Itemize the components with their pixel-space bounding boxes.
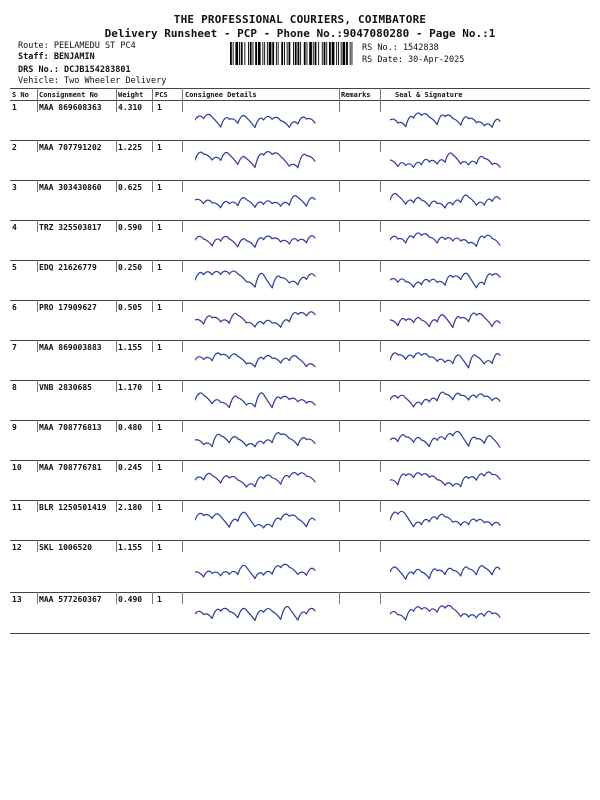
staff-label: Staff: BENJAMIN bbox=[18, 52, 95, 62]
row-weight: 1.155 bbox=[118, 543, 143, 552]
row-sno: 13 bbox=[12, 595, 22, 604]
consignee-handwriting bbox=[195, 308, 335, 338]
col-header-consignee: Consignee Details bbox=[185, 91, 257, 99]
row-consignment-no: TRZ 325503817 bbox=[39, 223, 102, 232]
drs-number: DRS No.: DCJB154283801 bbox=[18, 65, 131, 75]
row-pcs: 1 bbox=[157, 423, 162, 432]
row-consignment-no: BLR 1250501419 bbox=[39, 503, 107, 512]
rs-date: RS Date: 30-Apr-2025 bbox=[362, 55, 465, 65]
row-consignment-no: VNB 2830685 bbox=[39, 383, 92, 392]
vehicle-label: Vehicle: Two Wheeler Delivery bbox=[18, 76, 167, 86]
row-pcs: 1 bbox=[157, 303, 162, 312]
route-label: Route: PEELAMEDU ST PC4 bbox=[18, 41, 136, 51]
col-header-pcs: PCS bbox=[155, 91, 168, 99]
row-pcs: 1 bbox=[157, 263, 162, 272]
row-pcs: 1 bbox=[157, 343, 162, 352]
row-weight: 0.480 bbox=[118, 423, 143, 432]
row-consignment-no: MAA 577260367 bbox=[39, 595, 102, 604]
row-pcs: 1 bbox=[157, 183, 162, 192]
table-row bbox=[10, 340, 590, 380]
row-weight: 0.590 bbox=[118, 223, 143, 232]
signature-handwriting bbox=[390, 228, 540, 258]
table-row bbox=[10, 100, 590, 140]
consignee-handwriting bbox=[195, 428, 335, 458]
consignee-handwriting bbox=[195, 108, 335, 138]
row-sno: 5 bbox=[12, 263, 17, 272]
row-pcs: 1 bbox=[157, 463, 162, 472]
row-sno: 7 bbox=[12, 343, 17, 352]
row-consignment-no: MAA 303430860 bbox=[39, 183, 102, 192]
row-pcs: 1 bbox=[157, 383, 162, 392]
table-row bbox=[10, 592, 590, 634]
row-weight: 4.310 bbox=[118, 103, 143, 112]
row-consignment-no: MAA 708776813 bbox=[39, 423, 102, 432]
col-header-consignment: Consignment No bbox=[39, 91, 99, 99]
consignee-handwriting bbox=[195, 388, 335, 418]
table-row bbox=[10, 180, 590, 220]
row-consignment-no: EDQ 21626779 bbox=[39, 263, 97, 272]
row-sno: 1 bbox=[12, 103, 17, 112]
signature-handwriting bbox=[390, 388, 540, 418]
consignee-handwriting bbox=[195, 188, 335, 218]
consignee-handwriting bbox=[195, 560, 335, 590]
row-sno: 9 bbox=[12, 423, 17, 432]
table-row bbox=[10, 540, 590, 592]
table-row bbox=[10, 460, 590, 500]
row-weight: 0.245 bbox=[118, 463, 143, 472]
row-pcs: 1 bbox=[157, 543, 162, 552]
signature-handwriting bbox=[390, 348, 540, 378]
row-weight: 2.180 bbox=[118, 503, 143, 512]
row-pcs: 1 bbox=[157, 143, 162, 152]
row-sno: 4 bbox=[12, 223, 17, 232]
consignee-handwriting bbox=[195, 348, 335, 378]
row-weight: 0.250 bbox=[118, 263, 143, 272]
consignee-handwriting bbox=[195, 228, 335, 258]
signature-handwriting bbox=[390, 602, 540, 632]
signature-handwriting bbox=[390, 268, 540, 298]
col-header-weight: Weight bbox=[118, 91, 144, 99]
row-pcs: 1 bbox=[157, 503, 162, 512]
row-weight: 0.625 bbox=[118, 183, 143, 192]
table-row bbox=[10, 500, 590, 540]
row-consignment-no: MAA 869003883 bbox=[39, 343, 102, 352]
consignee-handwriting bbox=[195, 602, 335, 632]
row-weight: 1.225 bbox=[118, 143, 143, 152]
table-row bbox=[10, 260, 590, 300]
signature-handwriting bbox=[390, 508, 540, 538]
table-row bbox=[10, 300, 590, 340]
signature-handwriting bbox=[390, 560, 540, 590]
col-header-remarks: Remarks bbox=[341, 91, 371, 99]
company-title: THE PROFESSIONAL COURIERS, COIMBATORE bbox=[173, 13, 427, 26]
row-sno: 10 bbox=[12, 463, 22, 472]
row-pcs: 1 bbox=[157, 595, 162, 604]
consignee-handwriting bbox=[195, 508, 335, 538]
runsheet-table bbox=[10, 88, 590, 634]
row-sno: 8 bbox=[12, 383, 17, 392]
signature-handwriting bbox=[390, 428, 540, 458]
col-header-seal: Seal & Signature bbox=[395, 91, 463, 99]
row-sno: 11 bbox=[12, 503, 22, 512]
row-consignment-no: SKL 1006520 bbox=[39, 543, 92, 552]
consignee-handwriting bbox=[195, 468, 335, 498]
signature-handwriting bbox=[390, 308, 540, 338]
row-consignment-no: MAA 707791202 bbox=[39, 143, 102, 152]
rs-number: RS No.: 1542838 bbox=[362, 43, 439, 53]
table-row bbox=[10, 380, 590, 420]
runsheet-subtitle: Delivery Runsheet - PCP - Phone No.:9047080280 - Page No.:1 bbox=[104, 27, 496, 40]
col-header-sno: S No bbox=[12, 91, 29, 99]
row-consignment-no: MAA 708776781 bbox=[39, 463, 102, 472]
barcode-image bbox=[230, 42, 354, 65]
row-sno: 2 bbox=[12, 143, 17, 152]
consignee-handwriting bbox=[195, 268, 335, 298]
signature-handwriting bbox=[390, 108, 540, 138]
row-consignment-no: PRO 17909627 bbox=[39, 303, 97, 312]
table-row bbox=[10, 220, 590, 260]
row-consignment-no: MAA 869608363 bbox=[39, 103, 102, 112]
row-weight: 0.490 bbox=[118, 595, 143, 604]
row-weight: 1.155 bbox=[118, 343, 143, 352]
consignee-handwriting bbox=[195, 148, 335, 178]
row-pcs: 1 bbox=[157, 103, 162, 112]
row-sno: 3 bbox=[12, 183, 17, 192]
row-sno: 6 bbox=[12, 303, 17, 312]
row-pcs: 1 bbox=[157, 223, 162, 232]
signature-handwriting bbox=[390, 148, 540, 178]
table-row bbox=[10, 420, 590, 460]
row-sno: 12 bbox=[12, 543, 22, 552]
row-weight: 0.505 bbox=[118, 303, 143, 312]
signature-handwriting bbox=[390, 468, 540, 498]
signature-handwriting bbox=[390, 188, 540, 218]
row-weight: 1.170 bbox=[118, 383, 143, 392]
table-row bbox=[10, 140, 590, 180]
